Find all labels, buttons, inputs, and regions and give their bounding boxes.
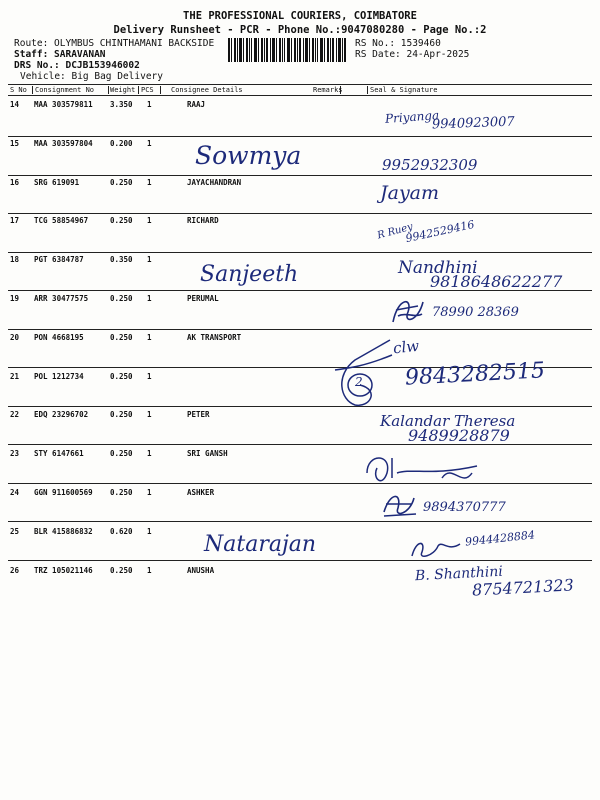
phone-row15: 9952932309: [382, 156, 478, 174]
sno: 24: [10, 488, 20, 497]
signature-row20: clw: [392, 336, 420, 358]
sno: 20: [10, 333, 20, 342]
handwritten-name-row18: Sanjeeth: [200, 262, 299, 287]
col-consignment: Consignment No: [35, 86, 95, 94]
signature-row18: Nandhini: [398, 258, 478, 278]
table-row: [0, 216, 600, 228]
col-seal-signature: Seal & Signature: [370, 86, 438, 94]
signature-row14: Priyanga: [384, 108, 440, 126]
consignee: RAAJ: [187, 100, 206, 109]
col-divider: [32, 86, 33, 94]
consignment-no: GGN 911600569: [34, 488, 93, 497]
pcs: 1: [147, 410, 152, 419]
pcs: 1: [147, 372, 152, 381]
signature-scribble-row24: [380, 490, 418, 520]
consignment-no: MAA 303597804: [34, 139, 93, 148]
table-row: [0, 255, 600, 267]
sno: 25: [10, 527, 20, 536]
phone-row24: 9894370777: [423, 500, 506, 515]
weight: 0.200: [110, 139, 133, 148]
signature-scribble-row23: [362, 448, 482, 492]
col-divider: [108, 86, 109, 94]
signature-scribble-row25: [408, 536, 464, 562]
handwritten-name-row25: Natarajan: [204, 532, 317, 557]
table-row: [0, 178, 600, 190]
pcs: 1: [147, 488, 152, 497]
weight: 0.250: [110, 449, 133, 458]
row-divider: [8, 329, 592, 330]
row-divider: [8, 406, 592, 407]
weight: 0.350: [110, 255, 133, 264]
phone-row26: 8754721323: [471, 575, 575, 600]
consignment-no: MAA 303579811: [34, 100, 93, 109]
col-sno: S No: [10, 86, 27, 94]
weight: 0.250: [110, 178, 133, 187]
staff-label: Staff: SARAVANAN: [14, 49, 106, 60]
rs-date: RS Date: 24-Apr-2025: [355, 49, 470, 60]
row-divider: [8, 483, 592, 484]
consignee: PETER: [187, 410, 210, 419]
consignment-no: ARR 30477575: [34, 294, 89, 303]
header-rule-top: [8, 84, 592, 85]
col-consignee: Consignee Details: [171, 86, 243, 94]
consignee: AK TRANSPORT: [187, 333, 242, 342]
company-title: THE PROFESSIONAL COURIERS, COIMBATORE: [183, 10, 417, 22]
weight: 0.250: [110, 333, 133, 342]
col-remarks: Remarks: [313, 86, 343, 94]
consignee: PERUMAL: [187, 294, 219, 303]
row-divider: [8, 521, 592, 522]
consignment-no: PGT 6384787: [34, 255, 84, 264]
consignment-no: EDQ 23296702: [34, 410, 89, 419]
barcode: [228, 38, 346, 62]
consignee: SRI GANSH: [187, 449, 228, 458]
consignment-no: POL 1212734: [34, 372, 84, 381]
phone-row21: 9843282515: [404, 358, 546, 391]
weight: 0.250: [110, 372, 133, 381]
row-divider: [8, 136, 592, 137]
table-row: [0, 100, 600, 112]
sno: 21: [10, 372, 20, 381]
handwritten-name-row15: Sowmya: [195, 141, 302, 170]
signature-row26: B. Shanthini: [414, 563, 504, 585]
runsheet-title: Delivery Runsheet - PCR - Phone No.:9047080280 - Page No.:2: [113, 24, 487, 36]
signature-row22: Kalandar Theresa: [380, 412, 516, 430]
consignment-no: PON 4668195: [34, 333, 84, 342]
table-row: [0, 449, 600, 461]
drs-number: DRS No.: DCJB153946002: [14, 60, 140, 71]
pcs: 1: [147, 449, 152, 458]
signature-scribble-row19: [388, 292, 428, 328]
sno: 22: [10, 410, 20, 419]
col-divider: [367, 86, 368, 94]
sno: 17: [10, 216, 20, 225]
weight: 0.250: [110, 488, 133, 497]
phone-row17: 9942529416: [404, 217, 476, 246]
table-row: [0, 333, 600, 345]
row-divider: [8, 175, 592, 176]
consignee: RICHARD: [187, 216, 219, 225]
phone-row25: 9944428884: [464, 528, 536, 549]
weight: 0.250: [110, 566, 133, 575]
col-divider: [160, 86, 161, 94]
pcs: 1: [147, 216, 152, 225]
weight: 3.350: [110, 100, 133, 109]
row-divider: [8, 213, 592, 214]
signature-row16: Jayam: [380, 182, 440, 204]
rs-number: RS No.: 1539460: [355, 38, 441, 49]
consignee: ANUSHA: [187, 566, 215, 575]
phone-row19: 78990 28369: [432, 305, 519, 320]
header-rule-bottom: [8, 95, 592, 96]
route-label: Route: OLYMBUS CHINTHAMANI BACKSIDE: [14, 38, 215, 49]
pcs: 1: [147, 333, 152, 342]
weight: 0.620: [110, 527, 133, 536]
phone-row14: 9940923007: [431, 114, 515, 133]
sno: 14: [10, 100, 20, 109]
pcs: 1: [147, 100, 152, 109]
row-divider: [8, 252, 592, 253]
consignment-no: BLR 415886832: [34, 527, 93, 536]
weight: 0.250: [110, 410, 133, 419]
pcs: 1: [147, 566, 152, 575]
phone-row22: 9489928879: [408, 426, 510, 445]
vehicle-label: Vehicle: Big Bag Delivery: [20, 71, 163, 82]
table-row: [0, 566, 600, 578]
consignee: JAYACHANDRAN: [187, 178, 242, 187]
pcs: 1: [147, 139, 152, 148]
pcs: 1: [147, 294, 152, 303]
sno: 16: [10, 178, 20, 187]
col-weight: Weight: [110, 86, 136, 94]
sno: 23: [10, 449, 20, 458]
pcs: 1: [147, 527, 152, 536]
sno: 18: [10, 255, 20, 264]
circled-number-text-row21: 2: [355, 375, 363, 389]
phone-row18: 9818648622277: [430, 272, 563, 291]
table-row: [0, 488, 600, 500]
col-pcs: PCS: [141, 86, 154, 94]
consignment-no: SRG 619091: [34, 178, 80, 187]
consignment-no: TCG 58854967: [34, 216, 89, 225]
pcs: 1: [147, 255, 152, 264]
sno: 26: [10, 566, 20, 575]
pcs: 1: [147, 178, 152, 187]
consignment-no: TRZ 105021146: [34, 566, 93, 575]
row-divider: [8, 560, 592, 561]
col-divider: [138, 86, 139, 94]
consignment-no: STY 6147661: [34, 449, 84, 458]
weight: 0.250: [110, 216, 133, 225]
sno: 19: [10, 294, 20, 303]
consignee: ASHKER: [187, 488, 215, 497]
sno: 15: [10, 139, 20, 148]
weight: 0.250: [110, 294, 133, 303]
signature-row17: R Ruey: [376, 221, 415, 242]
